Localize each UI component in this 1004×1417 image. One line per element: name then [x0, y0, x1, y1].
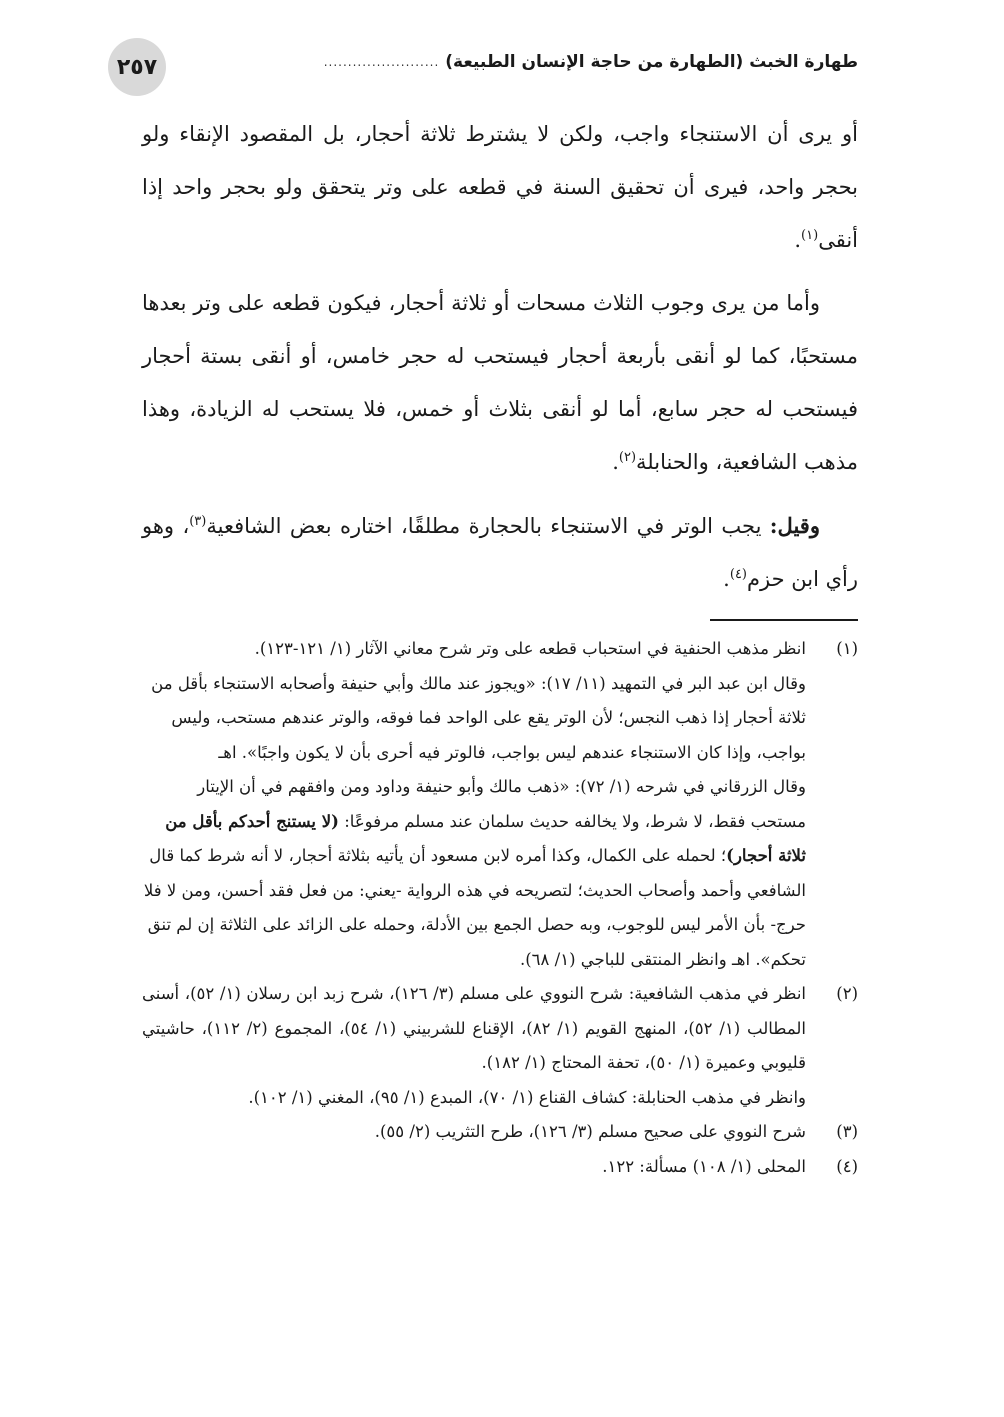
footnote-text: ؛ لحمله على الكمال، وكذا أمره لابن مسعود أن يأتيه بثلاثة أحجار، لا أنه شرط كما قال الشافعي وأحمد وأصحاب الحديث؛ لتصريحه في هذه الرواية -يعني: من فعل فقد أحسن، ومن لا فلا حرج- بأن الأمر ليس للوجوب، وبه حصل الجمع بين الأدلة، وحمله على الزائد على الثلاثة إن لم تنق تحكم». اهـ وانظر المنتقى للباجي (١/ ٦٨). [143, 846, 806, 969]
footnote-ref-3: (٣) [189, 514, 207, 529]
footnote-2-para-2: وانظر في مذهب الحنابلة: كشاف القناع (١/ ٧٠)، المبدع (١/ ٩٥)، المغني (١/ ١٠٢). [248, 1087, 806, 1107]
paragraph-1 [142, 108, 858, 267]
footnote-1-para-2: وقال ابن عبد البر في التمهيد (١١/ ١٧): «ويجوز عند مالك وأبي حنيفة وأصحابه الاستنجاء بأقل من ثلاثة أحجار إذا ذهب النجس؛ لأن الوتر يقع على الواحد فما فوقه، والوتر عندهم مستحب، وليس بواجب، وإذا كان الاستنجاء عندهم ليس بواجب، فالوتر فيه أحرى بأن لا يكون واجبًا». اهـ [151, 673, 806, 762]
punctuation: . [723, 567, 730, 591]
paragraph-text-2: ، وهو رأي ابن حزم [142, 514, 858, 591]
footnote-number: (٢) [836, 984, 858, 1003]
footnote-2 [142, 977, 858, 1081]
footnote-3 [142, 1115, 858, 1150]
footnote-ref-4: (٤) [729, 567, 747, 582]
paragraph-text: وأما من يرى وجوب الثلاث مسحات أو ثلاثة أحجار، فيكون قطعه على وتر بعدها مستحبًا، كما لو أنقى بأربعة أحجار فيستحب له حجر خامس، أو أنقى بستة أحجار فيستحب له حجر سابع، أما لو أنقى بثلاث أو خمس، فلا يستحب له الزيادة، وهذا مذهب الشافعية، والحنابلة [142, 291, 858, 474]
paragraph-text: يجب الوتر في الاستنجاء بالحجارة مطلقًا، اختاره بعض الشافعية [206, 514, 770, 538]
main-text [142, 108, 858, 606]
footnote-number: (٤) [836, 1156, 858, 1176]
footnote-1-para-3 [142, 770, 858, 977]
footnote-text: انظر في مذهب الشافعية: شرح النووي على مسلم (٣/ ١٢٦)، شرح زبد ابن رسلان (١/ ٥٢)، أسنى المطالب (١/ ٥٢)، المنهج القويم (١/ ٨٢)، الإقناع للشربيني (١/ ٥٤)، المجموع (٢/ ١١٢)، حاشيتي قليوبي وعميرة (١/ ٥٠)، تحفة المحتاج (١/ ١٨٢). [142, 984, 807, 1072]
footnote-number: (٣) [836, 1122, 858, 1141]
leader-dots: ........................ [323, 55, 440, 69]
punctuation: . [794, 228, 802, 252]
punctuation: . [612, 450, 619, 474]
footnote-ref-1: (١) [801, 228, 819, 243]
paragraph-2 [142, 277, 858, 489]
hadith-quote: (لا يستنج أحدكم بأقل من ثلاثة أحجار) [165, 811, 806, 865]
paragraph-3 [142, 499, 858, 606]
footnote-ref-2: (٢) [618, 450, 637, 465]
footnote-number: (١) [836, 639, 858, 658]
footnote-text: وقال الزرقاني في شرحه (١/ ٧٢): «ذهب مالك وأبو حنيفة وداود ومن وافقهم في أن الإيتار مستحب فقط، لا شرط، ولا يخالفه حديث سلمان عند مسلم مرفوعًا: [197, 777, 806, 831]
page-header [108, 38, 858, 98]
footnote-1 [142, 632, 858, 667]
footnote-4 [142, 1150, 858, 1185]
footnotes [142, 632, 858, 1184]
paragraph-text: أو يرى أن الاستنجاء واجب، ولكن لا يشترط ثلاثة أحجار، بل المقصود الإنقاء ولو بحجر واحد، فيرى أن تحقيق السنة في قطعه على وتر يتحقق ولو بحجر واحد إذا أنقى [142, 122, 858, 252]
footnote-separator [710, 619, 858, 621]
page-number: ٢٥٧ [108, 38, 166, 96]
footnote-text: شرح النووي على صحيح مسلم (٣/ ١٢٦)، طرح التثريب (٢/ ٥٥). [374, 1122, 806, 1141]
footnote-text: انظر مذهب الحنفية في استحباب قطعه على وتر شرح معاني الآثار (١/ ١٢١-١٢٣). [254, 639, 806, 658]
paragraph-lead: وقيل: [769, 513, 820, 538]
running-title [324, 52, 858, 72]
title-text: طهارة الخبث (الطهارة من حاجة الإنسان الطبيعة) [445, 52, 858, 72]
footnote-text: المحلى (١/ ١٠٨) مسألة: ١٢٢. [602, 1156, 806, 1176]
